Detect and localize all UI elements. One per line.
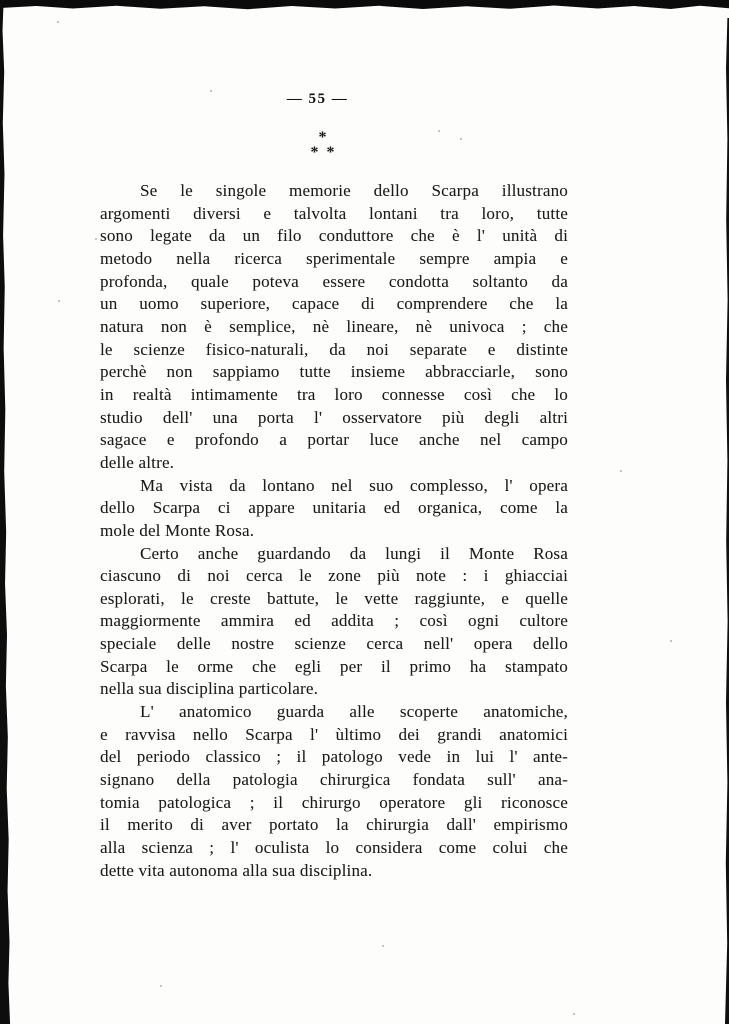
text-line: speciale delle nostre scienze cerca nell' opera dello (100, 634, 568, 654)
text-line: in realtà intimamente tra loro connesse così che lo (100, 384, 568, 404)
text-line: ciascuno di noi cerca le zone più note : i ghiacciai (100, 566, 568, 586)
scan-speck (95, 238, 97, 240)
scan-edge-right (725, 18, 729, 1024)
scan-speck (670, 640, 672, 642)
scan-speck (57, 21, 59, 23)
text-line: alla scienza ; l' oculista lo considera come colui che (100, 838, 568, 858)
scan-speck (382, 945, 384, 947)
text-line: metodo nella ricerca sperimentale sempre ampia e (100, 248, 568, 268)
asterism-divider (89, 131, 556, 160)
text-line: le scienze fisico-naturali, da noi separate e distinte (100, 339, 568, 359)
scan-speck (573, 1013, 575, 1015)
text-line: profonda, quale poteva essere condotta soltanto da (100, 271, 568, 291)
text-line: delle altre. (100, 452, 175, 472)
text-line: signano della patologia chirurgica fondata sull' ana- (100, 770, 568, 790)
scan-speck (620, 470, 622, 472)
asterism-top-star: * (318, 129, 327, 146)
text-line: il merito di aver portato la chirurgia dall' empirismo (100, 815, 568, 835)
text-line: perchè non sappiamo tutte insieme abbracciarle, sono (100, 362, 568, 382)
text-line: esplorati, le creste battute, le vette raggiunte, e quelle (100, 588, 568, 608)
text-line: natura non è semplice, nè lineare, nè univoca ; che (100, 316, 568, 336)
text-line: nella sua disciplina particolare. (100, 679, 319, 699)
text-line: studio dell' una porta l' osservatore più degli altri (100, 407, 568, 427)
text-line: sagace e profondo a portar luce anche nel campo (100, 430, 568, 450)
text-line: argomenti diversi e talvolta lontani tra loro, tutte (100, 203, 568, 223)
paragraph (100, 701, 568, 882)
text-line: un uomo superiore, capace di comprendere che la (100, 294, 568, 314)
paragraph (100, 543, 568, 702)
text-line: Certo anche guardando da lungi il Monte Rosa (140, 543, 568, 563)
paragraph (100, 180, 568, 475)
asterism-bottom-stars: * * (310, 144, 335, 161)
text-line: L' anatomico guarda alle scoperte anatomiche, (140, 702, 568, 722)
text-line: mole del Monte Rosa. (100, 520, 255, 540)
scan-speck (58, 300, 60, 302)
text-line: dello Scarpa ci appare unitaria ed organica, come la (100, 498, 568, 518)
text-line: sono legate da un filo conduttore che è l' unità di (100, 226, 568, 246)
text-line: del periodo classico ; il patologo vede in lui l' ante- (100, 747, 568, 767)
text-line: Ma vista da lontano nel suo complesso, l' opera (140, 475, 568, 495)
text-line: maggiormente ammira ed addita ; così ogni cultore (100, 611, 568, 631)
text-line: Scarpa le orme che egli per il primo ha stampato (100, 656, 568, 676)
page-number: — 55 — (286, 91, 349, 107)
text-line: Se le singole memorie dello Scarpa illustrano (140, 181, 568, 200)
scan-edge-left (0, 0, 14, 1024)
scan-edge-top (0, 0, 729, 10)
scan-speck (160, 985, 162, 987)
paragraph (100, 475, 568, 543)
text-line: e ravvisa nello Scarpa l' ùltimo dei grandi anatomici (100, 724, 568, 744)
text-line: tomia patologica ; il chirurgo operatore gli riconosce (100, 792, 568, 812)
page-body (100, 180, 568, 882)
text-line: dette vita autonoma alla sua disciplina. (100, 860, 373, 880)
